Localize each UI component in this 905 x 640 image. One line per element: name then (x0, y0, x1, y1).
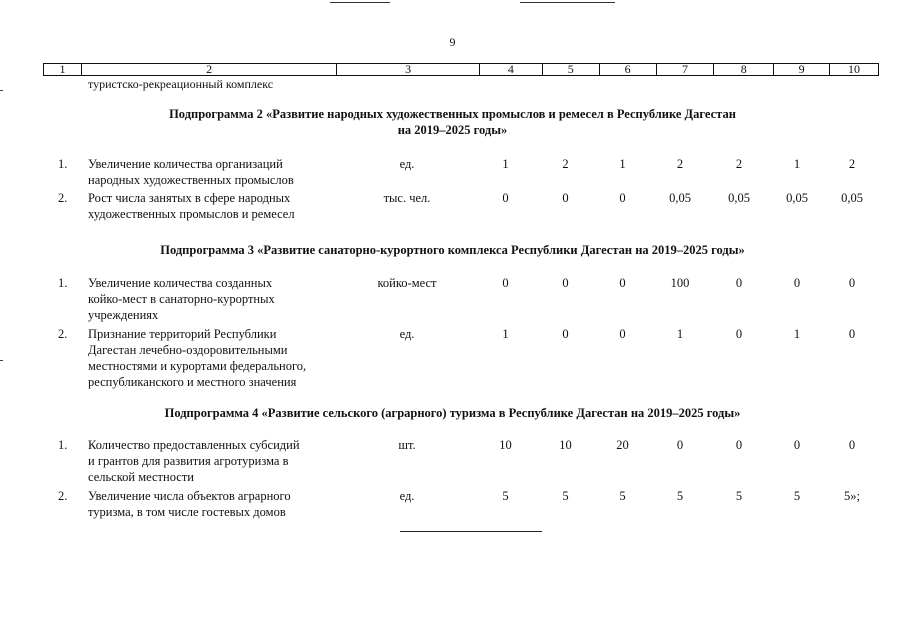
row-value: 20 (616, 438, 629, 452)
row-value: 5 (735, 489, 743, 503)
subprogram-4-title (0, 405, 905, 421)
header-cell: 1 (44, 64, 82, 75)
description-line: народных художественных промыслов (88, 173, 294, 187)
row-value: 0 (562, 327, 569, 341)
row-value: 0 (676, 438, 684, 452)
row-description (88, 275, 335, 323)
row-value: 1 (793, 327, 801, 341)
description-line: Количество предоставленных субсидий (88, 438, 300, 452)
header-cell: 7 (657, 64, 715, 75)
row-value: 0 (848, 276, 856, 290)
row-value: 5»; (844, 489, 860, 503)
row-value: 10 (499, 438, 512, 452)
row-value: 10 (559, 438, 572, 452)
row-number: 2. (58, 191, 68, 205)
row-value: 0 (735, 327, 743, 341)
row-value: 2 (848, 157, 856, 171)
row-description (88, 156, 335, 188)
row-value: 0 (619, 191, 626, 205)
row-value: 5 (676, 489, 684, 503)
row-unit: шт. (398, 438, 416, 452)
row-value: 0 (562, 191, 569, 205)
description-line: Увеличение количества организаций (88, 157, 283, 171)
description-line: койко-мест в санаторно-курортных (88, 292, 275, 306)
row-value: 5 (793, 489, 801, 503)
row-unit: койко-мест (377, 276, 437, 290)
description-line: Рост числа занятых в сфере народных (88, 191, 291, 205)
description-line: Увеличение числа объектов аграрного (88, 489, 291, 503)
description-line: художественных промыслов и ремесел (88, 207, 295, 221)
row-unit: ед. (399, 489, 415, 503)
row-value: 0 (619, 327, 626, 341)
row-number: 2. (58, 489, 68, 503)
row-unit: тыс. чел. (383, 191, 431, 205)
row-value: 100 (670, 276, 690, 290)
row-value: 0,05 (669, 191, 691, 205)
row-number: 1. (58, 157, 68, 171)
subprogram-2-title (0, 106, 905, 138)
row-value: 1 (502, 157, 509, 171)
row-value: 0 (502, 276, 509, 290)
row-description (88, 326, 335, 390)
description-line: местностями и курортами федерального, (88, 359, 307, 373)
description-line: Увеличение количества созданных (88, 276, 273, 290)
row-value: 0 (848, 438, 856, 452)
header-cell: 2 (82, 64, 337, 75)
row-value: 0 (848, 327, 856, 341)
row-value: 0,05 (728, 191, 750, 205)
header-cell: 8 (714, 64, 774, 75)
column-number-header (43, 63, 879, 76)
subprogram-3-title (0, 242, 905, 258)
scan-edge-mark (0, 360, 3, 361)
description-line: учреждениях (88, 308, 159, 322)
row-value: 1 (793, 157, 801, 171)
scan-top-rule-right (520, 2, 615, 3)
row-value: 0,05 (786, 191, 808, 205)
header-cell: 6 (600, 64, 657, 75)
row-description (88, 190, 335, 222)
row-value: 0 (793, 438, 801, 452)
row-value: 0,05 (841, 191, 863, 205)
header-cell: 3 (337, 64, 480, 75)
description-line: сельской местности (88, 470, 194, 484)
header-cell: 9 (774, 64, 830, 75)
row-value: 5 (619, 489, 626, 503)
subprogram-title-line: Подпрограмма 4 «Развитие сельского (аграрного) туризма в Республике Дагестан на 2019–2025 годы» (164, 406, 741, 420)
row-value: 0 (619, 276, 626, 290)
header-cell: 10 (848, 62, 861, 76)
row-number: 1. (58, 438, 68, 452)
row-number: 2. (58, 327, 68, 341)
row-description (88, 488, 335, 520)
description-line: республиканского и местного значения (88, 375, 297, 389)
subprogram-title-line: Подпрограмма 2 «Развитие народных художественных промыслов и ремесел в Республике Дагестан (169, 107, 736, 121)
row-value: 2 (562, 157, 569, 171)
description-line: Признание территорий Республики (88, 327, 277, 341)
row-value: 0 (502, 191, 509, 205)
closing-rule (400, 531, 542, 532)
header-cell: 4 (480, 64, 543, 75)
scan-top-rule-left (330, 2, 390, 3)
subprogram-title-line: Подпрограмма 3 «Развитие санаторно-курортного комплекса Республики Дагестан на 2019–2025 годы» (160, 243, 745, 257)
row-unit: ед. (399, 327, 415, 341)
row-value: 0 (735, 438, 743, 452)
row-value: 5 (502, 489, 509, 503)
description-line: и грантов для развития агротуризма в (88, 454, 289, 468)
row-number: 1. (58, 276, 68, 290)
row-value: 0 (735, 276, 743, 290)
page-number: 9 (449, 35, 456, 49)
scan-edge-mark (0, 90, 3, 91)
row-description (88, 437, 335, 485)
row-value: 2 (735, 157, 743, 171)
row-value: 1 (502, 327, 509, 341)
row-value: 0 (793, 276, 801, 290)
row-value: 2 (676, 157, 684, 171)
row-value: 1 (676, 327, 684, 341)
continued-row-text: туристско-рекреационный комплекс (88, 77, 274, 91)
header-cell: 5 (543, 64, 600, 75)
description-line: туризма, в том числе гостевых домов (88, 505, 286, 519)
row-value: 0 (562, 276, 569, 290)
row-value: 5 (562, 489, 569, 503)
row-value: 1 (619, 157, 626, 171)
subprogram-title-line: на 2019–2025 годы» (397, 123, 508, 137)
row-unit: ед. (399, 157, 415, 171)
description-line: Дагестан лечебно-оздоровительными (88, 343, 288, 357)
